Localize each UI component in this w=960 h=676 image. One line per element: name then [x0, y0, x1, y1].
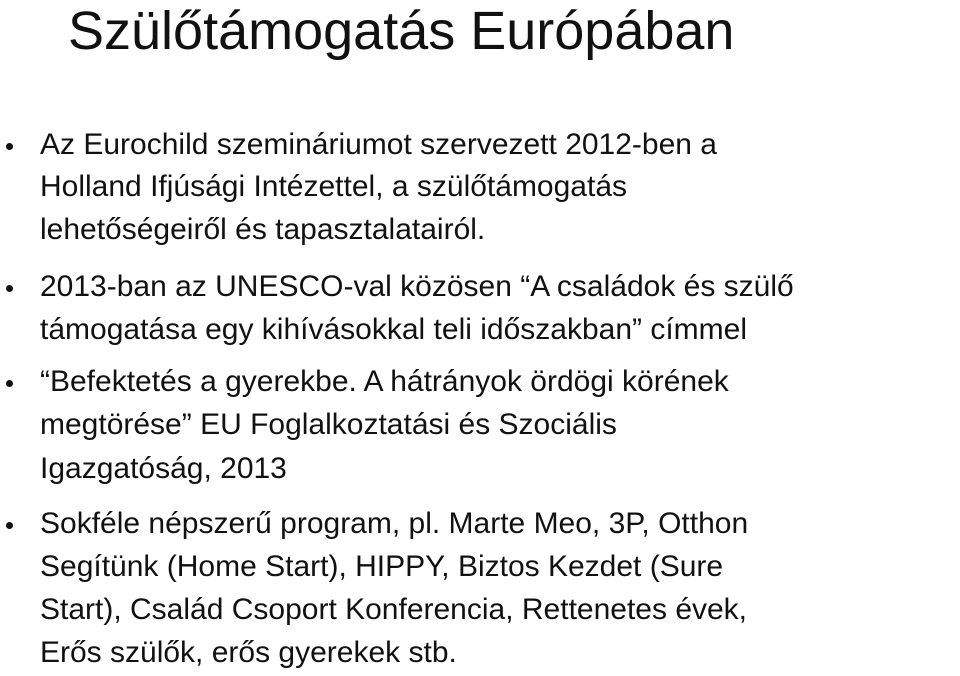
bullet-line: “Befektetés a gyerekbe. A hátrányok ördögi körének: [40, 365, 729, 398]
bullet-line: Holland Ifjúsági Intézettel, a szülőtámogatás: [40, 170, 628, 203]
bullet-dot-icon: [6, 285, 13, 292]
bullet-line: Segítünk (Home Start), HIPPY, Biztos Kezdet (Sure: [40, 550, 724, 583]
bullet-line: lehetőségeiről és tapasztalatairól.: [40, 213, 486, 246]
bullet-line: Igazgatóság, 2013: [40, 452, 287, 485]
bullet-line: megtörése” EU Foglalkoztatási és Szociális: [40, 408, 617, 441]
bullet-line: Erős szülők, erős gyerekek stb.: [40, 636, 457, 669]
bullet-dot-icon: [6, 143, 13, 150]
bullet-line: Az Eurochild szemináriumot szervezett 2012-ben a: [40, 128, 717, 161]
slide-title: Szülőtámogatás Európában: [68, 1, 735, 61]
bullet-line: Sokféle népszerű program, pl. Marte Meo, 3P, Otthon: [40, 507, 749, 540]
bullet-dot-icon: [6, 522, 13, 529]
bullet-dot-icon: [6, 380, 13, 387]
bullet-line: támogatása egy kihívásokkal teli időszakban” címmel: [40, 313, 747, 346]
bullet-line: Start), Család Csoport Konferencia, Rettenetes évek,: [40, 593, 748, 626]
bullet-line: 2013-ban az UNESCO-val közösen “A családok és szülő: [40, 270, 794, 303]
